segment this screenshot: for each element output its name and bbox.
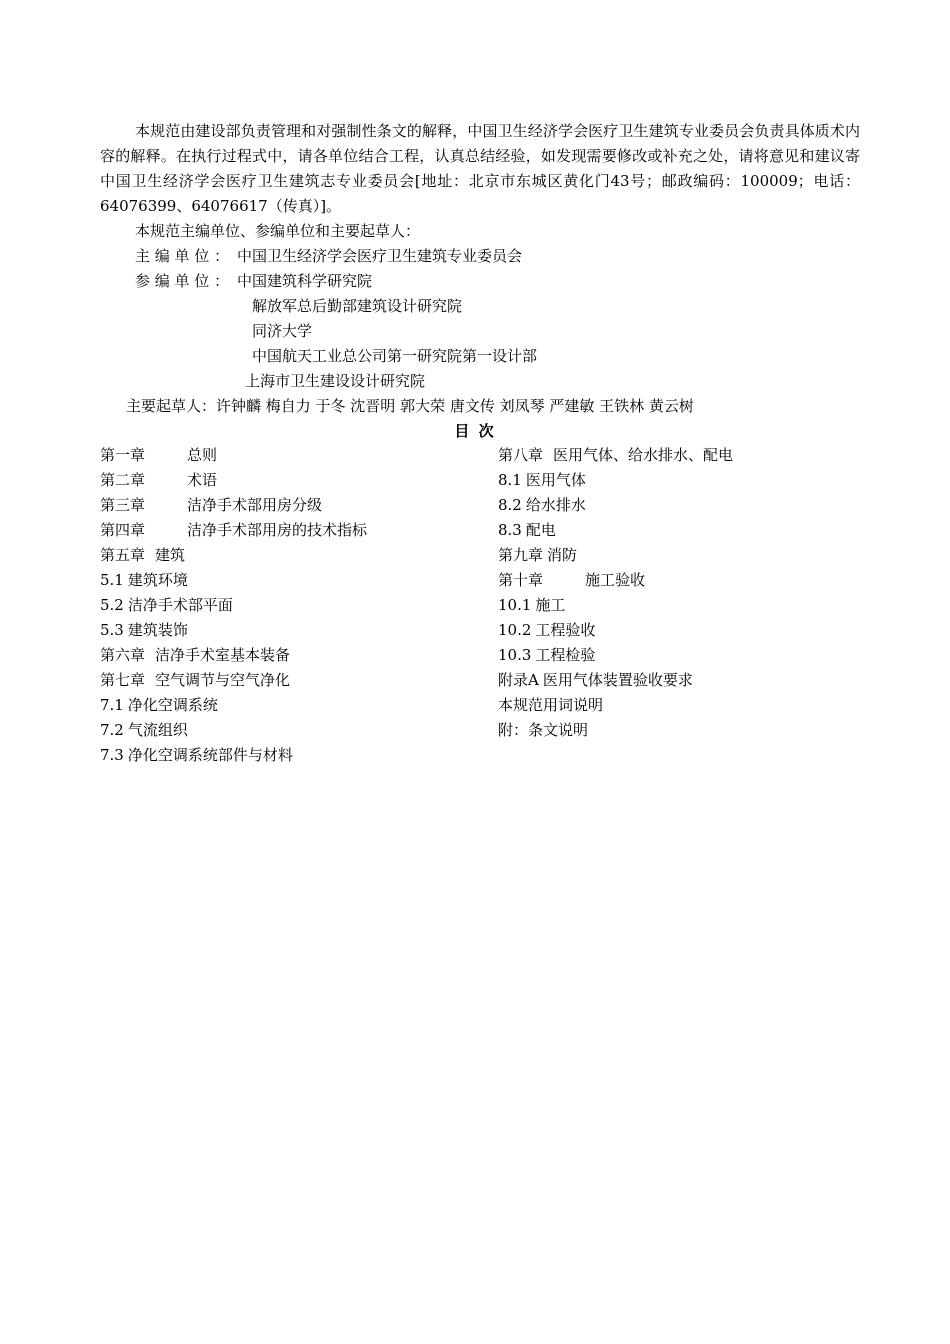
drafters-line: 主要起草人：许钟麟 梅自力 于冬 沈晋明 郭大荣 唐文传 刘凤琴 严建敏 王铁林 黄云树 — [126, 397, 694, 415]
toc-entry — [498, 493, 733, 518]
toc-entry-number: 第一章 — [100, 446, 146, 464]
toc-entry-title: 建筑 — [155, 546, 186, 564]
toc-entry-title: 本规范用词说明 — [498, 696, 604, 714]
toc-entry-number: 10.3 — [498, 646, 532, 664]
toc-entry-title: 给水排水 — [525, 496, 586, 514]
toc-entry-title: 配电 — [525, 521, 556, 539]
toc-entry-title: 工程验收 — [535, 621, 596, 639]
toc-entry-title: 附：条文说明 — [498, 721, 589, 739]
toc-entry-number: 5.1 — [100, 571, 124, 589]
toc-entry-number: 第八章 — [498, 446, 544, 464]
chief-unit-label: 主 编 单 位 ： — [135, 247, 230, 265]
toc-entry — [498, 643, 733, 668]
toc-entry — [498, 568, 733, 593]
toc-entry-number: 第五章 — [100, 546, 146, 564]
toc-entry-number: 第三章 — [100, 496, 146, 514]
toc-entry — [498, 718, 733, 743]
toc-entry — [100, 493, 367, 518]
toc-entry-title: 建筑装饰 — [127, 621, 188, 639]
toc-entry — [100, 618, 367, 643]
toc-entry-title: 气流组织 — [127, 721, 188, 739]
toc-entry-title: 总则 — [187, 446, 218, 464]
toc-entry-title: 洁净手术室基本装备 — [155, 646, 291, 664]
toc-entry — [100, 593, 367, 618]
toc-entry-title: 洁净手术部用房分级 — [187, 496, 323, 514]
participant-unit: 同济大学 — [252, 322, 313, 340]
toc-left-column — [100, 443, 367, 768]
toc-entry-title: 洁净手术部平面 — [127, 596, 233, 614]
toc-entry-number: 第六章 — [100, 646, 146, 664]
toc-entry — [100, 543, 367, 568]
toc-entry-title: 建筑环境 — [127, 571, 188, 589]
toc-entry-title: 施工 — [535, 596, 566, 614]
toc-entry-title: 净化空调系统 — [127, 696, 218, 714]
toc-entry — [100, 668, 367, 693]
participant-unit: 中国建筑科学研究院 — [237, 272, 373, 290]
toc-entry — [100, 568, 367, 593]
preface-paragraph: 本规范由建设部负责管理和对强制性条文的解释，中国卫生经济学会医疗卫生建筑专业委员会负责具体质术内容的解释。在执行过程式中，请各单位结合工程，认真总结经验，如发现需要修改或补充之处，请将意见和建议寄中国卫生经济学会医疗卫生建筑志专业委员会[地址：北京市东城区黄化门43号；邮政编码：100009；电话：64076399、64076617（传真）]。 — [100, 122, 860, 215]
units-intro: 本规范主编单位、参编单位和主要起草人： — [135, 222, 421, 240]
toc-entry — [498, 593, 733, 618]
toc-entry-number: 10.1 — [498, 596, 532, 614]
toc-entry — [498, 618, 733, 643]
toc-entry-title: 施工验收 — [585, 571, 646, 589]
toc-entry — [498, 443, 733, 468]
toc-entry-number: 第七章 — [100, 671, 146, 689]
toc-entry — [100, 643, 367, 668]
toc-entry-number: 10.2 — [498, 621, 532, 639]
participant-unit: 上海市卫生建设设计研究院 — [245, 372, 426, 390]
toc-entry-number: 第二章 — [100, 471, 146, 489]
toc-title: 目 次 — [454, 422, 496, 440]
toc-entry — [498, 543, 733, 568]
toc-entry-number: 第九章 — [498, 546, 544, 564]
toc-entry-title: 医用气体、给水排水、配电 — [553, 446, 734, 464]
toc-entry-title: 术语 — [187, 471, 218, 489]
toc-entry — [100, 718, 367, 743]
toc-entry-number: 7.3 — [100, 746, 124, 764]
toc-entry — [498, 518, 733, 543]
chief-unit: 中国卫生经济学会医疗卫生建筑专业委员会 — [237, 247, 523, 265]
participant-unit-label: 参 编 单 位 ： — [135, 272, 230, 290]
toc-entry — [498, 668, 733, 693]
toc-entry-number: 8.2 — [498, 496, 522, 514]
toc-right-column — [498, 443, 733, 743]
toc-entry-title: 医用气体 — [525, 471, 586, 489]
toc-entry — [498, 693, 733, 718]
participant-unit: 中国航天工业总公司第一研究院第一设计部 — [252, 347, 538, 365]
toc-entry-number: 第十章 — [498, 571, 544, 589]
toc-entry-title: 洁净手术部用房的技术指标 — [187, 521, 368, 539]
toc-entry-number: 8.3 — [498, 521, 522, 539]
toc-entry — [100, 743, 367, 768]
toc-entry-number: 7.1 — [100, 696, 124, 714]
toc-entry-title: 工程检验 — [535, 646, 596, 664]
toc-entry — [100, 693, 367, 718]
toc-entry-number: 第四章 — [100, 521, 146, 539]
toc-entry-number: 7.2 — [100, 721, 124, 739]
toc-entry-title: 空气调节与空气净化 — [155, 671, 291, 689]
toc-entry-number: 附录A — [498, 671, 539, 689]
participant-unit: 解放军总后勤部建筑设计研究院 — [252, 297, 463, 315]
toc-entry-title: 医用气体装置验收要求 — [542, 671, 693, 689]
toc-entry — [100, 443, 367, 468]
toc-entry-number: 8.1 — [498, 471, 522, 489]
toc-entry — [100, 518, 367, 543]
toc-entry-title: 消防 — [547, 546, 578, 564]
toc-entry — [100, 468, 367, 493]
toc-entry-title: 净化空调系统部件与材料 — [127, 746, 293, 764]
toc-entry-number: 5.3 — [100, 621, 124, 639]
toc-entry — [498, 468, 733, 493]
toc-entry-number: 5.2 — [100, 596, 124, 614]
